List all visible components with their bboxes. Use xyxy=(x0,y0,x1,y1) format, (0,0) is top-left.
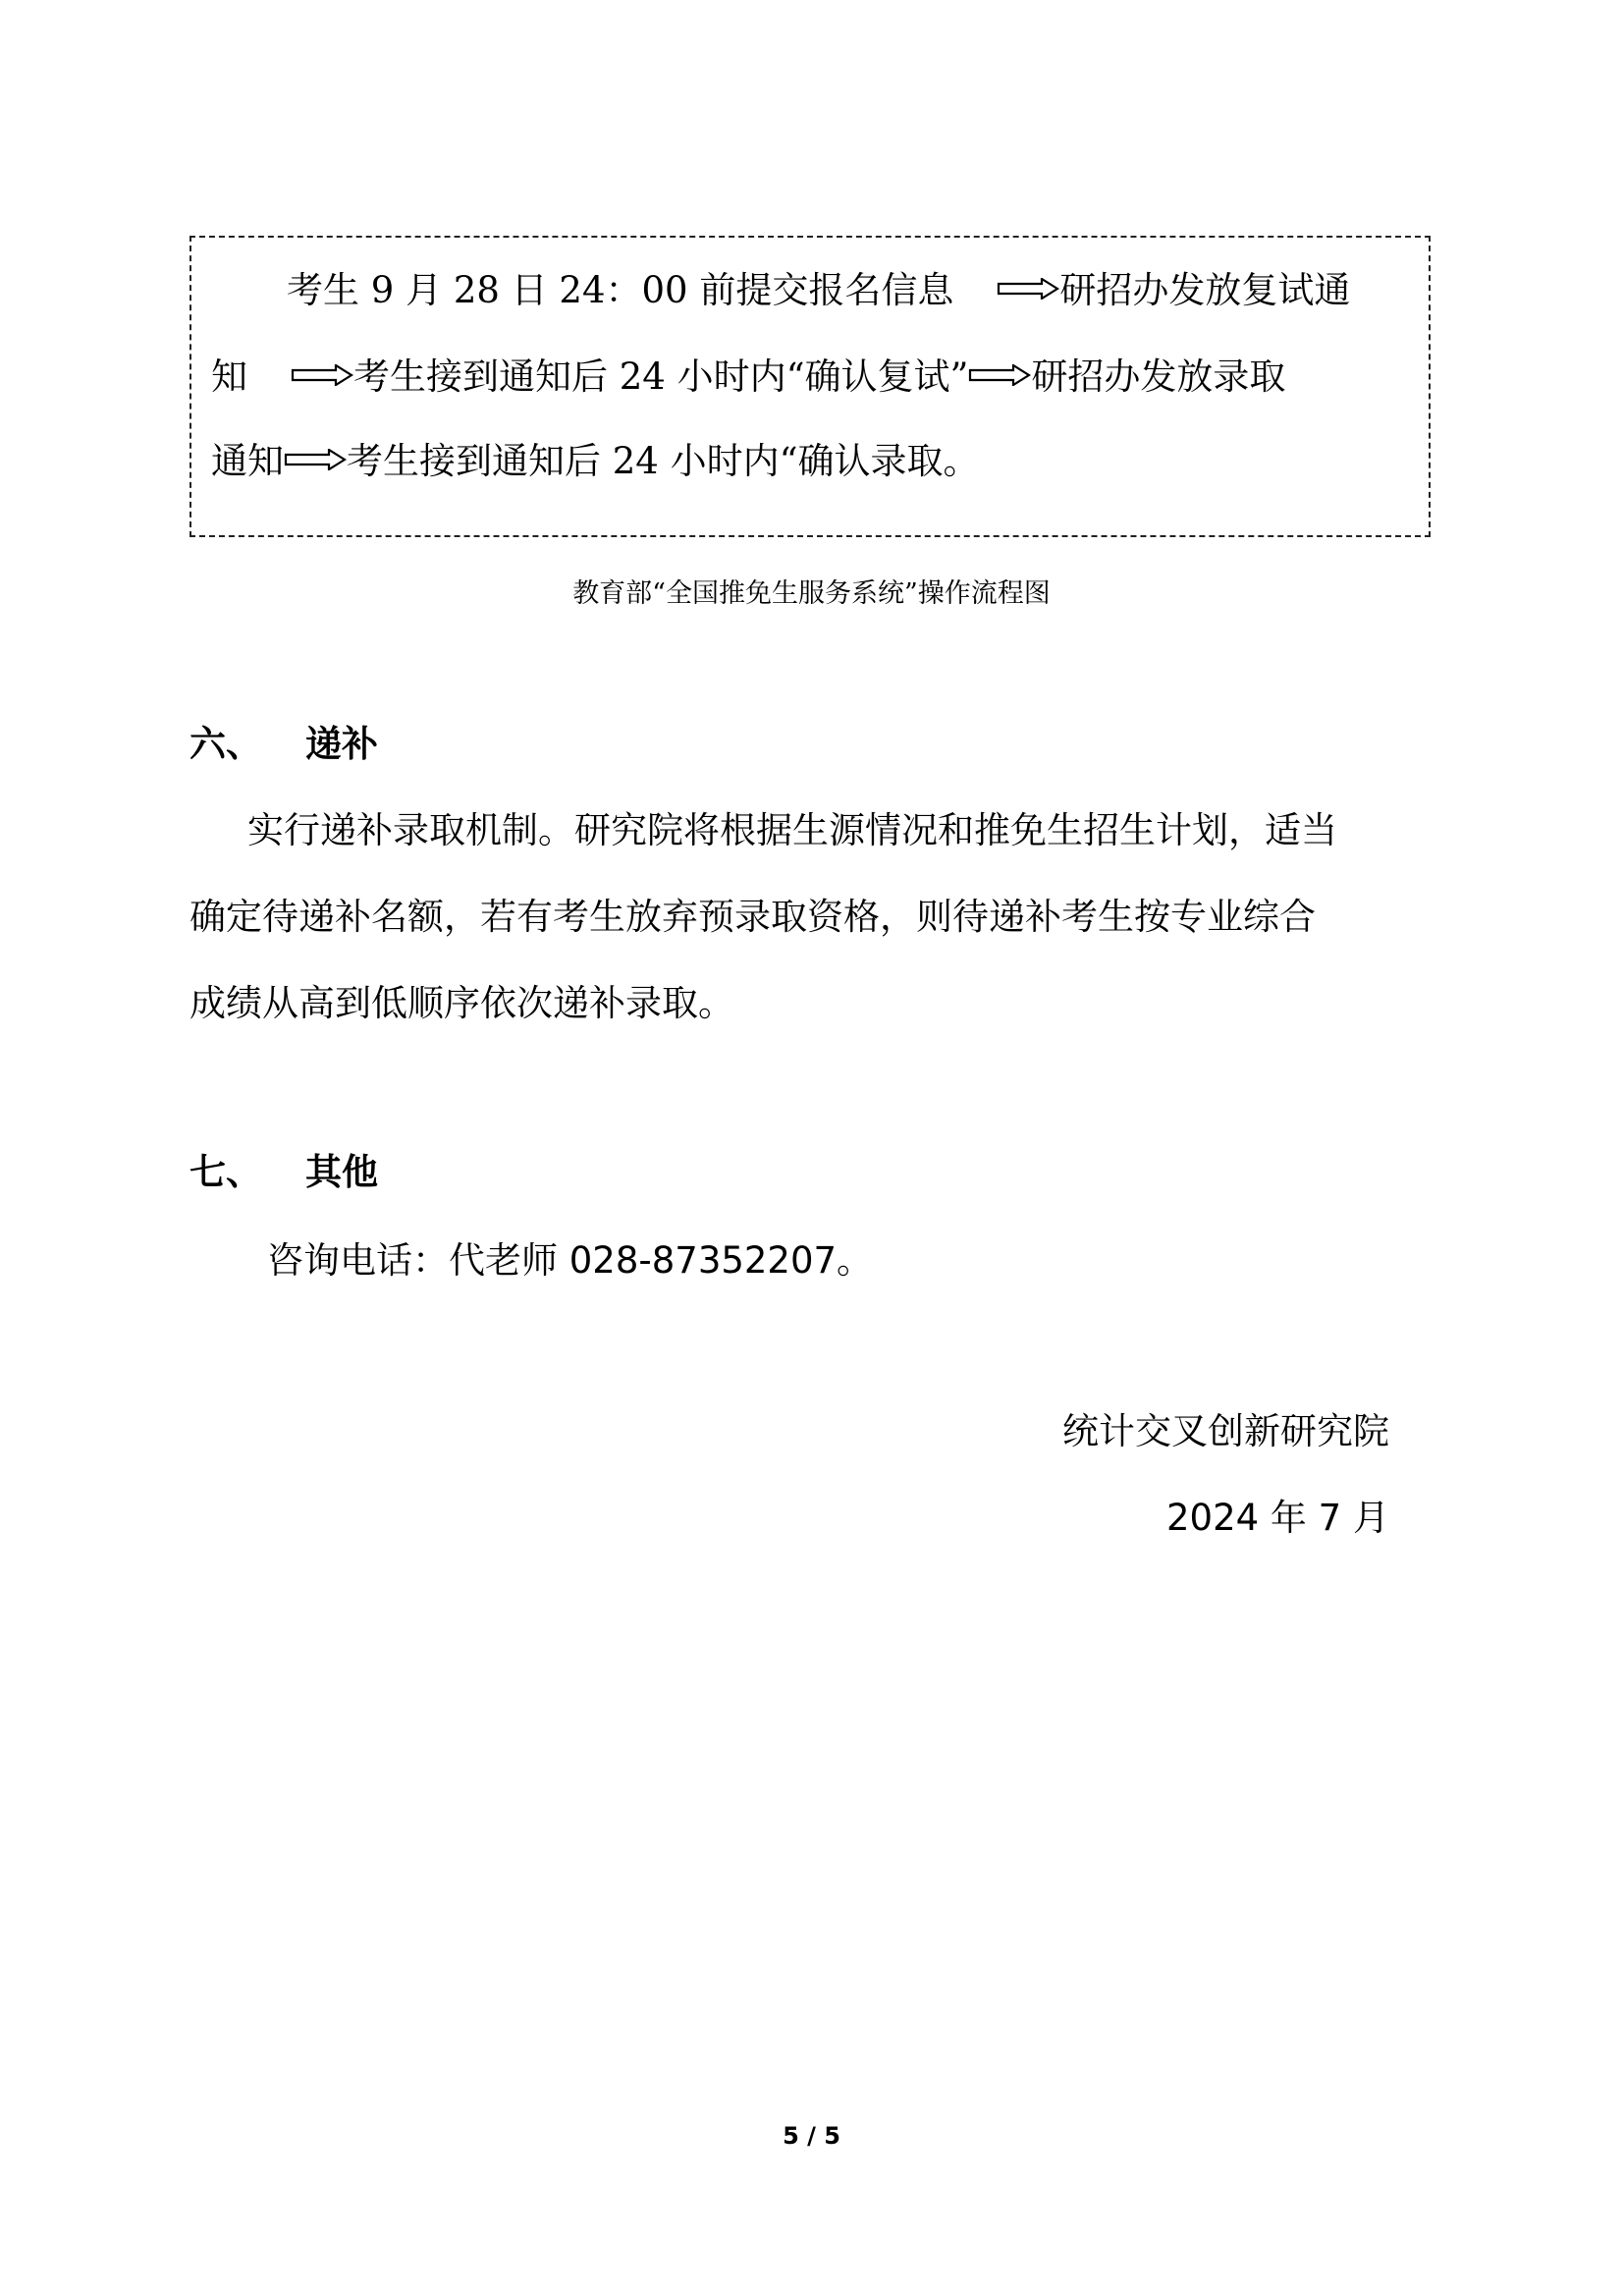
flow-step-submit: 考生 9 月 28 日 24：00 前提交报名信息 xyxy=(287,269,954,311)
flow-line-1 xyxy=(287,269,1350,312)
contact-phone: 咨询电话：代老师 028-87352207。 xyxy=(267,1239,874,1282)
section-7-heading xyxy=(189,1151,378,1194)
right-arrow-icon xyxy=(284,449,347,470)
section-6-heading xyxy=(189,723,378,766)
flow-step-confirm-retest: 考生接到通知后 24 小时内“确认复试” xyxy=(353,355,969,398)
flowchart-caption: 教育部“全国推免生服务系统”操作流程图 xyxy=(572,578,1051,609)
section-7-number: 七、 xyxy=(189,1151,262,1193)
right-arrow-icon xyxy=(291,364,353,386)
flow-line-2 xyxy=(211,355,1285,399)
section-6-paragraph-line: 确定待递补名额，若有考生放弃预录取资格，则待递补考生按专业综合 xyxy=(189,896,1316,938)
section-6-title: 递补 xyxy=(305,723,378,765)
section-6-paragraph-line: 实行递补录取机制。研究院将根据生源情况和推免生招生计划，适当 xyxy=(247,809,1337,851)
signature-org: 统计交叉创新研究院 xyxy=(1062,1410,1389,1452)
flow-step-admission-notice: 研招办发放录取 xyxy=(1031,355,1286,398)
flow-step-retest-notice: 研招办发放复试通 xyxy=(1059,269,1351,311)
flow-step-retest-notice-cont: 知 xyxy=(211,355,247,398)
right-arrow-icon xyxy=(968,364,1031,386)
page-number: 5 / 5 xyxy=(783,2122,840,2150)
flow-step-admission-notice-cont: 通知 xyxy=(211,440,284,482)
flow-step-confirm-admission: 考生接到通知后 24 小时内“确认录取。 xyxy=(347,440,980,482)
right-arrow-icon xyxy=(997,278,1059,300)
section-6-paragraph-line: 成绩从高到低顺序依次递补录取。 xyxy=(189,982,734,1024)
flow-line-3 xyxy=(211,440,980,483)
section-7-title: 其他 xyxy=(305,1151,378,1193)
signature-date: 2024 年 7 月 xyxy=(1166,1497,1389,1539)
section-6-number: 六、 xyxy=(189,723,262,765)
